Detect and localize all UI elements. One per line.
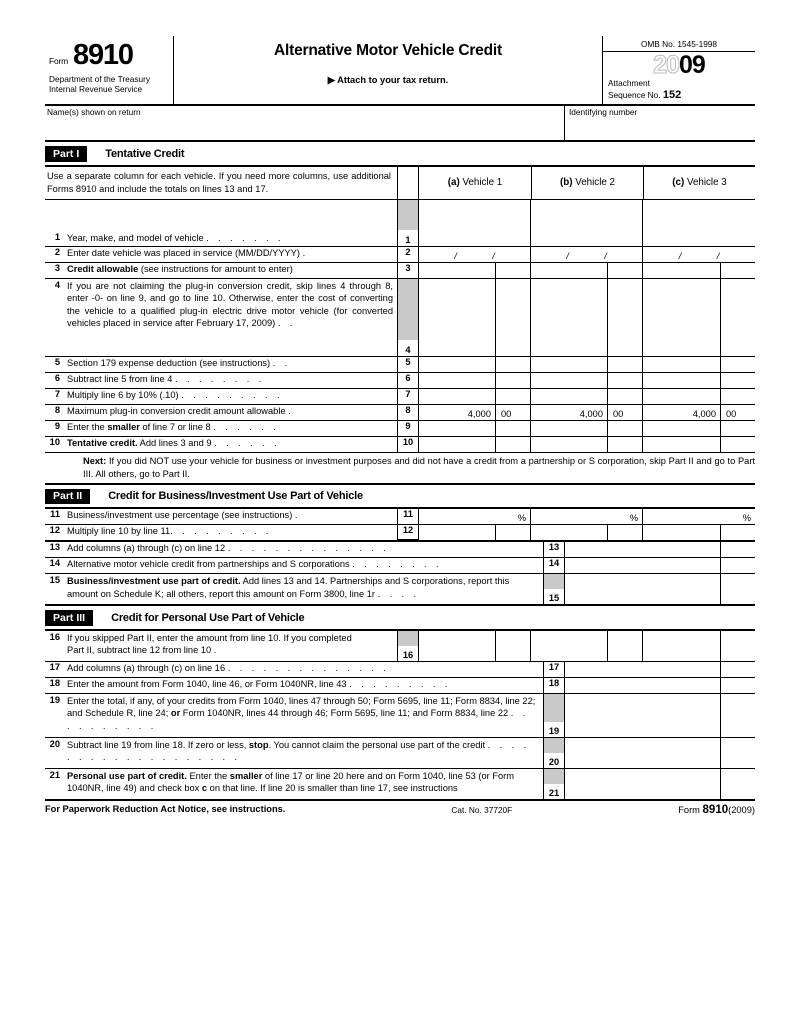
line-17-total-input[interactable] [565,662,755,677]
footer-form-year: (2009) [728,804,755,815]
table-row [45,662,755,678]
leader-dots: . . . . . . . . . . . . . . . . . . . [67,739,530,763]
table-row [45,558,755,574]
line-1-vehicle-2-input[interactable] [531,200,643,246]
date-slashes: / / [454,250,495,261]
line-9-text-cell [45,421,397,436]
line-5-text-cell [45,357,397,372]
line-1-numbox: 1 [397,200,419,246]
line-3-vehicle-2-input[interactable] [531,263,643,278]
line-5-vehicle-2-input[interactable] [531,357,643,372]
line-5-vehicle-1-input[interactable] [419,357,531,372]
col-1-name: Vehicle 1 [462,176,503,188]
part-3-badge: Part III [45,610,93,626]
table-row [45,247,755,263]
line-21-total-input[interactable] [565,769,755,799]
line-6-numbox: 6 [397,373,419,388]
table-row [45,509,755,525]
part-2-title: Credit for Business/Investment Use Part of Vehicle [108,490,363,503]
col-header-vehicle-2 [531,167,643,199]
table-row [45,694,755,738]
leader-dots: . . . . . . . . . . . . . . [227,543,390,554]
line-14-number: 14 [49,558,60,569]
line-13-numbox: 13 [543,542,565,557]
line-6-number: 6 [54,372,60,383]
percent-symbol-1: % [517,513,526,524]
line-7-text: Multiply line 6 by 10% (.10) . . . . . . . . . [67,389,283,400]
line-3-text-cell [45,263,397,278]
line-17-numbox: 17 [543,662,565,677]
line-5-vehicle-3-input[interactable] [643,357,755,372]
line-11-number: 11 [50,509,60,520]
line-11-text: Business/investment use percentage (see instructions) . [67,510,301,521]
line-21-numbox: 21 [543,769,565,799]
line-6-vehicle-2-input[interactable] [531,373,643,388]
line-8-vehicle-2-value [531,405,643,420]
line-7-numbox: 7 [397,389,419,404]
line-18-text: Enter the amount from Form 1040, line 46, or Form 1040NR, line 43 . . . . . . . . . [67,678,451,689]
line-4-numbox: 4 [397,279,419,356]
line-3-vehicle-1-input[interactable] [419,263,531,278]
percent-symbol-2: % [629,513,638,524]
sequence-number: 152 [662,88,682,101]
line-18-text-cell [45,678,543,693]
leader-dots: . [213,645,220,656]
line-3-vehicle-3-input[interactable] [643,263,755,278]
line-8-v1-cents: 00 [501,408,512,419]
part-1-title: Tentative Credit [105,147,185,160]
table-row [45,357,755,373]
part-2-badge: Part II [45,489,90,505]
form-label: Form [49,56,69,66]
leader-dots: . . . . . . . . . [349,678,451,689]
line-7-vehicle-2-input[interactable] [531,389,643,404]
table-row [45,263,755,279]
line-8-number: 8 [54,404,60,415]
leader-dots: . [302,247,309,258]
line-18-number: 18 [49,677,60,688]
line-11-text-cell [45,509,397,524]
next-note-label: Next: [83,455,107,466]
col-2-letter: (b) [559,176,573,188]
line-20-numbox: 20 [543,738,565,768]
form-number: 8910 [73,39,133,71]
header-gutter [397,167,419,199]
line-9-text: Enter the smaller of line 7 or line 8 . . . . . . [67,421,280,432]
line-19-number: 19 [49,694,60,705]
name-field[interactable] [45,106,565,140]
part-3-table [45,629,755,799]
line-10-text-cell [45,437,397,452]
percent-symbol-3: % [742,513,751,524]
form-header [45,36,755,106]
line-10-number: 10 [49,436,60,447]
paperwork-notice: For Paperwork Reduction Act Notice, see instructions. [45,803,286,814]
table-row [45,437,755,452]
line-10-numbox: 10 [397,437,419,452]
leader-dots: . . . . . . . . [175,373,265,384]
tax-year [603,52,755,78]
line-8-text-cell [45,405,397,420]
table-row [45,373,755,389]
line-7-text-cell [45,389,397,404]
line-19-text: Enter the total, if any, of your credits from Form 1040, lines 47 through 50; Form 5695, line 11; Form 8834, line 22; and Schedule R, line 24; or Form 1040NR, lines 44 through 46; Form 5695, line 11; and Form 8834, line 22 . . . . . . . . . . [67,695,536,731]
line-21-text-cell [45,769,543,799]
line-9-vehicle-2-input[interactable] [531,421,643,436]
line-13-text-cell [45,542,543,557]
line-11-numbox: 11 [397,509,419,524]
line-20-total-input[interactable] [565,738,755,768]
line-1-number: 1 [54,232,60,243]
department-line-1: Department of the Treasury [49,74,150,84]
line-4-number: 4 [54,279,60,290]
part-1-next-note [45,452,755,485]
line-5-numbox: 5 [397,357,419,372]
line-19-total-input[interactable] [565,694,755,737]
attach-note: ▶ Attach to your tax return. [327,75,449,85]
line-15-text-cell [45,574,543,604]
leader-dots: . . . . . . [213,421,280,432]
line-10-vehicle-3-input[interactable] [643,437,755,452]
line-14-numbox: 14 [543,558,565,573]
part-1-table [45,165,755,452]
footer-form-number: 8910 [702,803,729,816]
col-header-vehicle-1 [419,167,531,199]
leader-dots: . . . . . . [214,437,280,448]
col-3-letter: (c) [672,176,685,188]
line-11-vehicle-1-input[interactable] [419,509,531,524]
date-slashes: / / [678,250,720,261]
header-title-block [174,36,602,104]
leader-dots: . . [277,318,296,329]
table-row [45,525,755,542]
header-omb-block [602,36,755,104]
line-6-text-cell [45,373,397,388]
sequence-label: Sequence No. [608,89,661,100]
col-2-name: Vehicle 2 [575,176,615,188]
line-17-text: Add columns (a) through (c) on line 16 . . . . . . . . . . . . . . [67,662,390,673]
line-16-vehicle-3-input[interactable] [643,631,755,661]
line-7-number: 7 [54,388,60,399]
line-14-text-cell [45,558,543,573]
line-18-numbox: 18 [543,678,565,693]
line-15-text: Business/investment use part of credit. Add lines 13 and 14. Partnerships and S corporations, report this amount on Schedule K; all others, report this amount on Form 3800, line 1r . . . . [67,576,510,599]
header-form-identity [45,36,174,104]
line-3-numbox: 3 [397,263,419,278]
line-5-number: 5 [54,356,60,367]
line-4-vehicle-3-input[interactable] [643,279,755,356]
line-5-text: Section 179 expense deduction (see instructions) . . [67,357,291,368]
date-slashes: / / [566,250,607,261]
line-13-total-input[interactable] [565,542,755,557]
line-13-number: 13 [49,542,60,553]
line-8-vehicle-3-value [643,405,755,420]
line-16-text-cell [45,631,397,661]
line-2-number: 2 [54,246,60,257]
line-8-numbox: 8 [397,405,419,420]
table-row [45,200,755,247]
part-1-badge: Part I [45,146,87,162]
line-8-v1-dollars: 4,000 [467,408,491,419]
line-16-numbox: 16 [397,631,419,661]
form-footer [45,799,755,816]
line-16-vehicle-1-input[interactable] [419,631,531,661]
line-1-vehicle-3-input[interactable] [643,200,755,246]
leader-dots: . . . . [377,588,420,599]
line-9-vehicle-3-input[interactable] [643,421,755,436]
part-3-header [45,604,755,629]
line-19-text-cell [45,694,543,737]
next-note-text: If you did NOT use your vehicle for business or investment purposes and did not have a credit from a partnership or S corporation, skip Part II and go to Part III. All others, go to Part II. [83,455,755,479]
leader-dots: . . . . . . . . [352,559,442,570]
col-3-name: Vehicle 3 [686,176,727,188]
line-15-numbox: 15 [543,574,565,604]
line-3-number: 3 [54,262,60,273]
line-19-numbox: 19 [543,694,565,737]
department-line-2: Internal Revenue Service [49,84,143,95]
attachment-sequence [603,78,755,104]
table-row [45,678,755,694]
line-10-vehicle-2-input[interactable] [531,437,643,452]
table-row [45,421,755,437]
part-1-instruction: Use a separate column for each vehicle. If you need more columns, use additional Forms 8910 and include the totals on lines 13 and 17. [47,170,391,194]
tax-year-suffix: 09 [679,51,705,79]
line-20-text: Subtract line 19 from line 18. If zero or less, stop. You cannot claim the personal use part of the credit . . . . . . . . . . . . . . . . . . . [67,739,530,763]
line-2-vehicle-3-input[interactable] [643,247,755,262]
table-row [45,738,755,769]
line-9-numbox: 9 [397,421,419,436]
line-7-vehicle-1-input[interactable] [419,389,531,404]
line-9-number: 9 [54,420,60,431]
table-row [45,769,755,799]
footer-form-label: Form [678,804,700,815]
line-20-number: 20 [49,738,60,749]
line-8-v3-cents: 00 [726,408,737,419]
line-16-number: 16 [49,631,60,642]
leader-dots: . [294,510,301,521]
line-4-text-cell [45,279,397,356]
leader-dots: . . . . . . . . . . [67,708,529,731]
line-2-vehicle-2-input[interactable] [531,247,643,262]
table-row [45,279,755,357]
catalog-number: Cat. No. 37720F [451,804,513,815]
name-field-label: Name(s) shown on return [47,107,141,118]
attachment-label: Attachment [608,78,650,88]
leader-dots: . . . . . . . . . . . . . . [227,662,390,673]
table-row [45,631,755,662]
line-6-text: Subtract line 5 from line 4 . . . . . . . . [67,373,265,384]
line-4-vehicle-2-input[interactable] [531,279,643,356]
identifying-number-label: Identifying number [569,107,638,118]
line-20-text-cell [45,738,543,768]
line-8-v3-dollars: 4,000 [692,408,716,419]
leader-dots: . . [272,357,291,368]
line-1-vehicle-1-input[interactable] [419,200,531,246]
line-12-number: 12 [49,525,60,536]
line-6-vehicle-1-input[interactable] [419,373,531,388]
tax-year-prefix: 20 [653,51,679,79]
line-10-text: Tentative credit. Add lines 3 and 9 . . . . . . [67,437,280,448]
line-10-vehicle-1-input[interactable] [419,437,531,452]
line-2-text: Enter date vehicle was placed in service (MM/DD/YYYY) . [67,247,309,258]
line-15-total-input[interactable] [565,574,755,604]
table-row [45,542,755,558]
line-7-vehicle-3-input[interactable] [643,389,755,404]
line-12-numbox: 12 [397,525,419,540]
line-2-vehicle-1-input[interactable] [419,247,531,262]
line-16-vehicle-2-input[interactable] [531,631,643,661]
omb-number: OMB No. 1545-1998 [603,36,755,52]
leader-dots: . . . . . . . [206,233,284,244]
line-17-number: 17 [49,661,60,672]
line-8-v2-cents: 00 [613,408,624,419]
line-8-text: Maximum plug-in conversion credit amount allowable . [67,405,295,416]
line-12-vehicle-2-input[interactable] [531,525,643,540]
line-4-text: If you are not claiming the plug-in conversion credit, skip lines 4 through 8, enter -0- on line 9, and go to line 10. Otherwise, enter the cost of converting the vehicle to a qualified plug-in electric drive motor vehicle (for converted vehicles placed in service after February 17, 2009) . . [67,280,393,329]
line-12-text: Multiply line 10 by line 11. . . . . . . . . [67,526,272,537]
line-4-vehicle-1-input[interactable] [419,279,531,356]
leader-dots: . . . . . . . . . [170,526,272,537]
line-8-vehicle-1-value [419,405,531,420]
identifying-number-field[interactable] [565,106,755,140]
line-1-text-cell [45,200,397,246]
part-2-table [45,507,755,604]
line-21-number: 21 [49,769,60,780]
line-2-numbox: 2 [397,247,419,262]
part-3-title: Credit for Personal Use Part of Vehicle [111,611,305,624]
line-1-text: Year, make, and model of vehicle . . . . . . . [67,233,284,244]
leader-dots: . . . . . . . . . [181,389,283,400]
line-11-vehicle-3-input[interactable] [643,509,755,524]
form-8910 [45,36,755,816]
line-16-text: If you skipped Part II, enter the amount from line 10. If you completed Part II, subtract line 12 from line 10 . [67,632,352,656]
line-12-vehicle-1-input[interactable] [419,525,531,540]
line-14-total-input[interactable] [565,558,755,573]
part-1-column-headers [45,167,755,200]
line-3-text: Credit allowable (see instructions for amount to enter) [67,263,293,274]
line-9-vehicle-1-input[interactable] [419,421,531,436]
line-14-text: Alternative motor vehicle credit from partnerships and S corporations . . . . . . . . [67,559,442,570]
part-1-header [45,142,755,165]
table-row [45,389,755,405]
page-title: Alternative Motor Vehicle Credit [274,42,502,59]
table-row [45,405,755,421]
line-2-text-cell [45,247,397,262]
taxpayer-identity-row [45,106,755,142]
line-11-vehicle-2-input[interactable] [531,509,643,524]
line-21-text: Personal use part of credit. Enter the smaller of line 17 or line 20 here and on Form 1040, line 53 (or Form 1040NR, line 49) and check box c on that line. If line 20 is smaller than line 17, see instructions [67,770,515,794]
line-18-total-input[interactable] [565,678,755,693]
table-row [45,574,755,604]
line-6-vehicle-3-input[interactable] [643,373,755,388]
col-1-letter: (a) [447,176,460,188]
line-12-vehicle-3-input[interactable] [643,525,755,540]
line-8-v2-dollars: 4,000 [579,408,603,419]
col-header-vehicle-3 [643,167,755,199]
line-15-number: 15 [49,575,60,586]
part-2-header [45,485,755,508]
footer-form-id [678,804,755,816]
line-12-text-cell [45,525,397,540]
line-13-text: Add columns (a) through (c) on line 12 . . . . . . . . . . . . . . [67,543,390,554]
leader-dots: . [288,405,295,416]
line-17-text-cell [45,662,543,677]
